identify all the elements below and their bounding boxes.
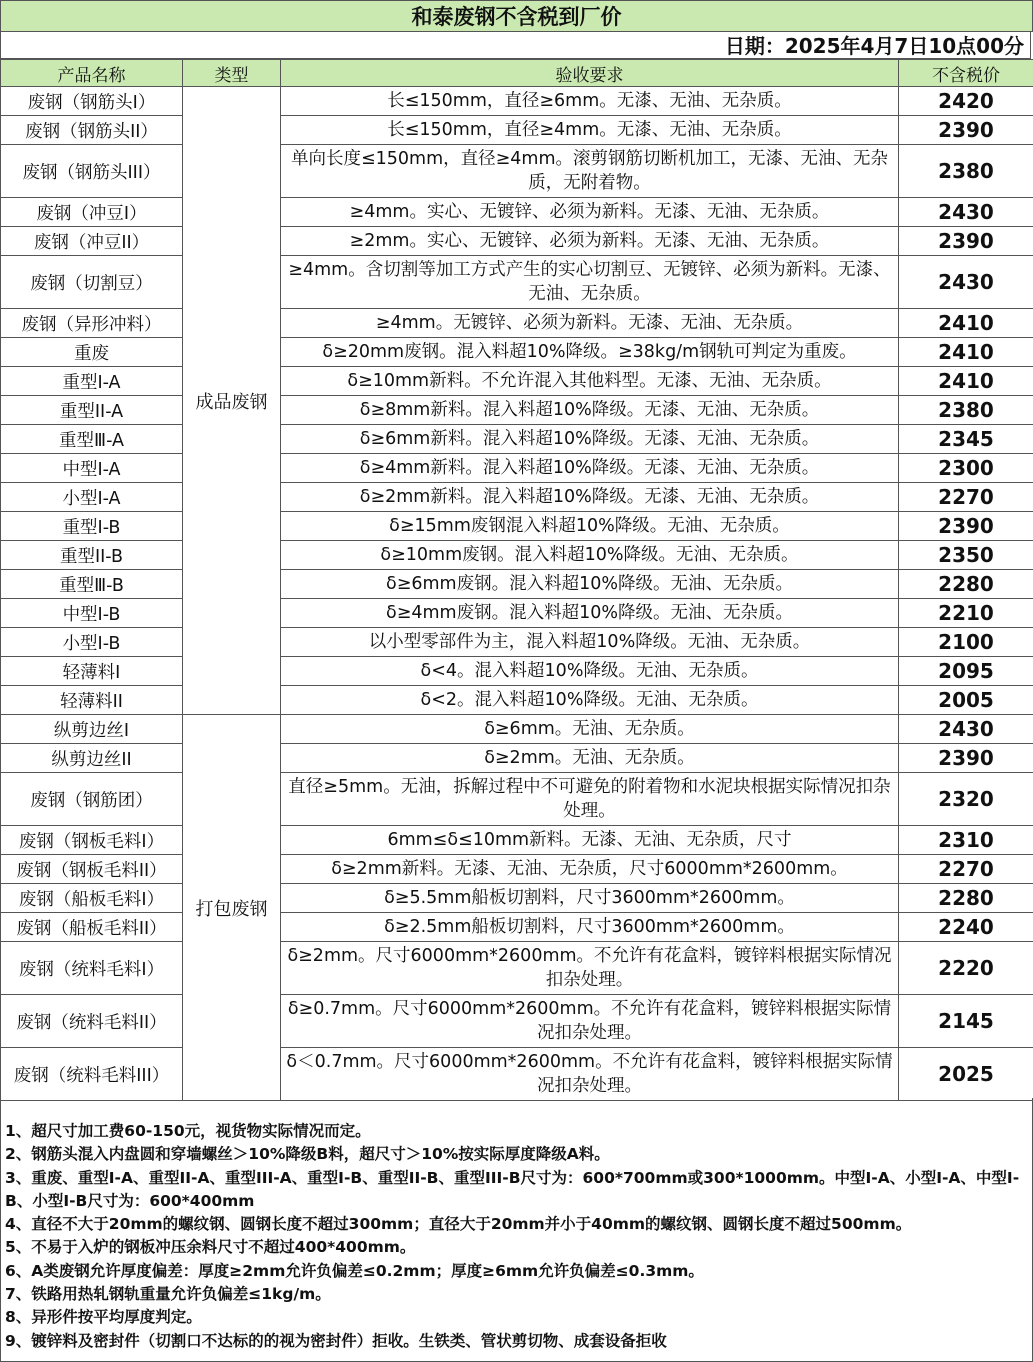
product-name-cell: 废钢（钢板毛料I）	[1, 826, 183, 855]
product-name-cell: 小型I-A	[1, 483, 183, 512]
table-row	[1, 338, 1033, 367]
requirement-cell: δ<2。混入料超10%降级。无油、无杂质。	[281, 686, 899, 715]
table-row	[1, 367, 1033, 396]
table-row	[1, 995, 1033, 1048]
price-cell: 2145	[899, 995, 1033, 1048]
requirement-cell: δ≥20mm废钢。混入料超10%降级。≥38kg/m钢轨可判定为重废。	[281, 338, 899, 367]
table-row	[1, 715, 1033, 744]
product-name-cell: 中型I-B	[1, 599, 183, 628]
table-row	[1, 826, 1033, 855]
price-cell: 2280	[899, 570, 1033, 599]
price-cell: 2430	[899, 256, 1033, 309]
table-row	[1, 855, 1033, 884]
product-name-cell: 重型I-A	[1, 367, 183, 396]
table-row	[1, 396, 1033, 425]
product-name-cell: 重型II-B	[1, 541, 183, 570]
table-row	[1, 425, 1033, 454]
requirement-cell: 单向长度≤150mm，直径≥4mm。滚剪钢筋切断机加工，无漆、无油、无杂质，无附着物。	[281, 145, 899, 198]
price-cell: 2095	[899, 657, 1033, 686]
price-cell: 2410	[899, 367, 1033, 396]
requirement-cell: ≥4mm。实心、无镀锌、必须为新料。无漆、无油、无杂质。	[281, 198, 899, 227]
table-row	[1, 309, 1033, 338]
table-row	[1, 512, 1033, 541]
requirement-cell: δ≥2mm新料。无漆、无油、无杂质，尺寸6000mm*2600mm。	[281, 855, 899, 884]
product-name-cell: 废钢（冲豆I）	[1, 198, 183, 227]
requirement-cell: ≥4mm。无镀锌、必须为新料。无漆、无油、无杂质。	[281, 309, 899, 338]
requirement-cell: δ≥4mm废钢。混入料超10%降级。无油、无杂质。	[281, 599, 899, 628]
price-cell: 2210	[899, 599, 1033, 628]
product-name-cell: 轻薄料II	[1, 686, 183, 715]
price-cell: 2410	[899, 309, 1033, 338]
requirement-cell: δ≥15mm废钢混入料超10%降级。无油、无杂质。	[281, 512, 899, 541]
product-name-cell: 轻薄料I	[1, 657, 183, 686]
note-item: 4、直径不大于20mm的螺纹钢、圆钢长度不超过300mm；直径大于20mm并小于40mm的螺纹钢、圆钢长度不超过500mm。	[5, 1215, 912, 1234]
product-name-cell: 废钢（统料毛料III）	[1, 1048, 183, 1101]
requirement-cell: δ≥2.5mm船板切割料，尺寸3600mm*2600mm。	[281, 913, 899, 942]
note-item: 8、异形件按平均厚度判定。	[5, 1308, 202, 1327]
header-category: 类型	[183, 60, 281, 87]
requirement-cell: ≥4mm。含切割等加工方式产生的实心切割豆、无镀锌、必须为新料。无漆、无油、无杂质。	[281, 256, 899, 309]
product-name-cell: 重废	[1, 338, 183, 367]
product-name-cell: 废钢（冲豆II）	[1, 227, 183, 256]
product-name-cell: 中型I-A	[1, 454, 183, 483]
requirement-cell: 直径≥5mm。无油，拆解过程中不可避免的附着物和水泥块根据实际情况扣杂处理。	[281, 773, 899, 826]
product-name-cell: 重型II-A	[1, 396, 183, 425]
requirement-cell: δ≥6mm废钢。混入料超10%降级。无油、无杂质。	[281, 570, 899, 599]
table-row	[1, 744, 1033, 773]
note-item: 2、钢筋头混入内盘圆和穿墙螺丝＞10%降级B料，超尺寸＞10%按实际厚度降级A料。	[5, 1145, 610, 1164]
note-item: 6、A类废钢允许厚度偏差：厚度≥2mm允许负偏差≤0.2mm；厚度≥6mm允许负偏差≤0.3mm。	[5, 1261, 704, 1280]
product-name-cell: 废钢（钢板毛料II）	[1, 855, 183, 884]
table-row	[1, 1048, 1033, 1101]
header-requirement: 验收要求	[281, 60, 899, 87]
table-row	[1, 116, 1033, 145]
sheet-title: 和泰废钢不含税到厂价	[0, 0, 1033, 32]
product-name-cell: 废钢（钢筋头III）	[1, 145, 183, 198]
product-name-cell: 纵剪边丝II	[1, 744, 183, 773]
price-cell: 2380	[899, 145, 1033, 198]
table-row	[1, 454, 1033, 483]
product-name-cell: 重型I-B	[1, 512, 183, 541]
price-cell: 2390	[899, 116, 1033, 145]
product-name-cell: 废钢（船板毛料I）	[1, 884, 183, 913]
price-cell: 2390	[899, 227, 1033, 256]
date-line: 日期：2025年4月7日10点00分	[0, 31, 1031, 59]
requirement-cell: 长≤150mm，直径≥4mm。无漆、无油、无杂质。	[281, 116, 899, 145]
price-cell: 2390	[899, 512, 1033, 541]
product-name-cell: 废钢（切割豆）	[1, 256, 183, 309]
category-cell: 打包废钢	[183, 715, 281, 1101]
table-row	[1, 657, 1033, 686]
product-name-cell: 废钢（统料毛料II）	[1, 995, 183, 1048]
requirement-cell: δ≥6mm。无油、无杂质。	[281, 715, 899, 744]
price-cell: 2430	[899, 198, 1033, 227]
product-name-cell: 重型Ⅲ-B	[1, 570, 183, 599]
note-item: 5、不易于入炉的钢板冲压余料尺寸不超过400*400mm。	[5, 1238, 416, 1257]
table-row	[1, 773, 1033, 826]
price-cell: 2320	[899, 773, 1033, 826]
product-name-cell: 废钢（船板毛料II）	[1, 913, 183, 942]
requirement-cell: 6mm≤δ≤10mm新料。无漆、无油、无杂质，尺寸	[281, 826, 899, 855]
product-name-cell: 废钢（钢筋团）	[1, 773, 183, 826]
table-row	[1, 686, 1033, 715]
requirement-cell: δ<4。混入料超10%降级。无油、无杂质。	[281, 657, 899, 686]
header-product-name: 产品名称	[1, 60, 183, 87]
price-cell: 2310	[899, 826, 1033, 855]
table-row	[1, 942, 1033, 995]
table-row	[1, 884, 1033, 913]
price-cell: 2350	[899, 541, 1033, 570]
requirement-cell: δ≥8mm新料。混入料超10%降级。无漆、无油、无杂质。	[281, 396, 899, 425]
category-cell: 成品废钢	[183, 87, 281, 715]
notes-section	[0, 1098, 1033, 1362]
note-item: 3、重废、重型I-A、重型II-A、重型III-A、重型I-B、重型II-B、重型III-B尺寸为：600*700mm或300*1000mm。中型I-A、小型I-A、中型I-B、小型I-B尺寸为：600*400mm	[5, 1168, 1020, 1210]
product-name-cell: 废钢（钢筋头II）	[1, 116, 183, 145]
requirement-cell: 长≤150mm，直径≥6mm。无漆、无油、无杂质。	[281, 87, 899, 116]
price-cell: 2300	[899, 454, 1033, 483]
table-row	[1, 541, 1033, 570]
table-row	[1, 227, 1033, 256]
table-row	[1, 628, 1033, 657]
requirement-cell: δ≥2mm。无油、无杂质。	[281, 744, 899, 773]
table-row	[1, 913, 1033, 942]
price-cell: 2280	[899, 884, 1033, 913]
requirement-cell: 以小型零部件为主，混入料超10%降级。无油、无杂质。	[281, 628, 899, 657]
requirement-cell: δ≥6mm新料。混入料超10%降级。无漆、无油、无杂质。	[281, 425, 899, 454]
price-cell: 2220	[899, 942, 1033, 995]
price-cell: 2270	[899, 483, 1033, 512]
table-row	[1, 599, 1033, 628]
price-cell: 2380	[899, 396, 1033, 425]
product-name-cell: 废钢（统料毛料I）	[1, 942, 183, 995]
requirement-cell: δ≥4mm新料。混入料超10%降级。无漆、无油、无杂质。	[281, 454, 899, 483]
price-cell: 2430	[899, 715, 1033, 744]
price-cell: 2345	[899, 425, 1033, 454]
table-row	[1, 87, 1033, 116]
requirement-cell: δ≥0.7mm。尺寸6000mm*2600mm。不允许有花盒料，镀锌料根据实际情况扣杂处理。	[281, 995, 899, 1048]
requirement-cell: δ≥5.5mm船板切割料，尺寸3600mm*2600mm。	[281, 884, 899, 913]
note-item: 7、铁路用热轧钢轨重量允许负偏差≤1kg/m。	[5, 1285, 331, 1304]
price-cell: 2005	[899, 686, 1033, 715]
product-name-cell: 废钢（钢筋头I）	[1, 87, 183, 116]
table-row	[1, 198, 1033, 227]
price-cell: 2270	[899, 855, 1033, 884]
header-price: 不含税价	[899, 60, 1033, 87]
product-name-cell: 小型I-B	[1, 628, 183, 657]
price-cell: 2390	[899, 744, 1033, 773]
product-name-cell: 纵剪边丝I	[1, 715, 183, 744]
product-name-cell: 重型Ⅲ-A	[1, 425, 183, 454]
table-row	[1, 256, 1033, 309]
requirement-cell: δ≥10mm新料。不允许混入其他料型。无漆、无油、无杂质。	[281, 367, 899, 396]
price-cell: 2100	[899, 628, 1033, 657]
product-name-cell: 废钢（异形冲料）	[1, 309, 183, 338]
requirement-cell: δ≥2mm新料。混入料超10%降级。无漆、无油、无杂质。	[281, 483, 899, 512]
table-row	[1, 483, 1033, 512]
note-item: 1、超尺寸加工费60-150元，视货物实际情况而定。	[5, 1122, 371, 1140]
price-cell: 2240	[899, 913, 1033, 942]
requirement-cell: δ≥2mm。尺寸6000mm*2600mm。不允许有花盒料，镀锌料根据实际情况扣杂处理。	[281, 942, 899, 995]
table-row	[1, 145, 1033, 198]
requirement-cell: δ≥10mm废钢。混入料超10%降级。无油、无杂质。	[281, 541, 899, 570]
table-header-row	[1, 60, 1033, 87]
table-row	[1, 570, 1033, 599]
requirement-cell: ≥2mm。实心、无镀锌、必须为新料。无漆、无油、无杂质。	[281, 227, 899, 256]
price-cell: 2420	[899, 87, 1033, 116]
price-table	[0, 59, 1033, 1101]
note-item: 9、镀锌料及密封件（切割口不达标的的视为密封件）拒收。生铁类、管状剪切物、成套设备拒收	[5, 1331, 667, 1350]
table-body	[1, 87, 1033, 1101]
requirement-cell: δ＜0.7mm。尺寸6000mm*2600mm。不允许有花盒料，镀锌料根据实际情况扣杂处理。	[281, 1048, 899, 1101]
price-cell: 2410	[899, 338, 1033, 367]
price-cell: 2025	[899, 1048, 1033, 1101]
